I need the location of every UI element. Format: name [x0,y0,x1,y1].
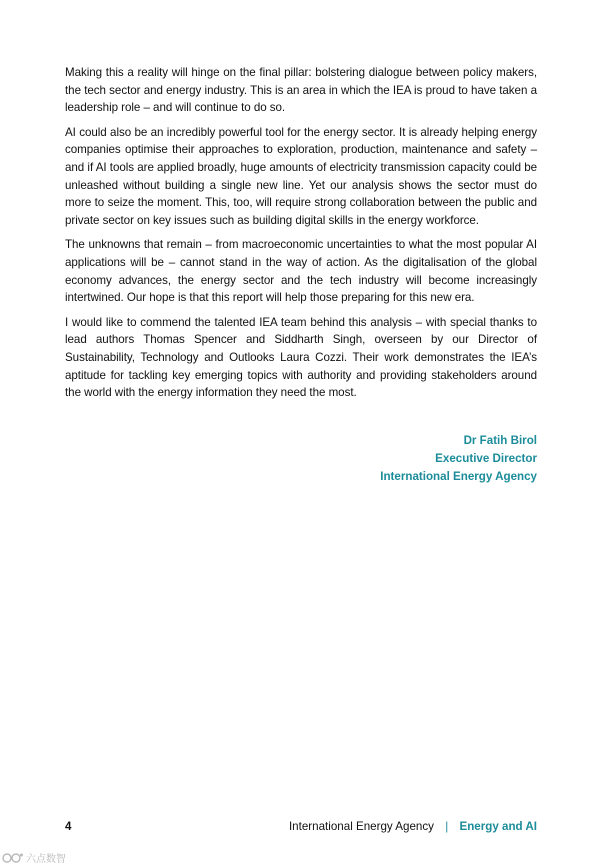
document-body [65,64,537,409]
watermark-logo-icon [2,852,24,864]
signatory-organization: International Energy Agency [380,470,537,483]
paragraph-2: AI could also be an incredibly powerful tool for the energy sector. It is already helping energy companies optimise their approaches to exploration, production, maintenance and safety – and if AI tools are applied broadly, huge amounts of electricity transmission capacity could be unleashed without building a single new line. Yet our analysis shows the sector must do more to seize the moment. This, too, will require strong collaboration between the public and private sector on key issues such as building digital skills in the energy workforce. [65,125,537,227]
watermark-text: 六点数智 [26,854,66,865]
signature-block [380,432,537,486]
paragraph-3: The unknowns that remain – from macroeconomic uncertainties to what the most popular AI applications will be – cannot stand in the way of action. As the digitalisation of the global economy advances, the energy sector and the tech industry will become increasingly intertwined. Our hope is that this report will help those preparing for this new era. [65,238,537,305]
paragraph-4: I would like to commend the talented IEA team behind this analysis – with special thanks to lead authors Thomas Spencer and Siddharth Singh, overseen by our Director of Sustainability, Technology and Outlooks Laura Cozzi. Their work demonstrates the IEA’s aptitude for tackling key emerging topics with authority and providing stakeholders around the world with the energy information they need the most. [65,315,537,400]
page-number: 4 [65,820,72,833]
paragraph-1: Making this a reality will hinge on the final pillar: bolstering dialogue between policy makers, the tech sector and energy industry. This is an area in which the IEA is proud to have taken a leadership role – and will continue to do so. [65,66,537,115]
signatory-role: Executive Director [435,452,537,465]
footer-publisher: International Energy Agency [288,820,434,833]
signatory-name: Dr Fatih Birol [463,434,537,447]
footer-report-title: Energy and AI [459,820,537,833]
page-footer [65,818,537,836]
watermark [2,850,66,865]
footer-separator: | [445,820,449,833]
footer-publication-info [289,818,537,836]
